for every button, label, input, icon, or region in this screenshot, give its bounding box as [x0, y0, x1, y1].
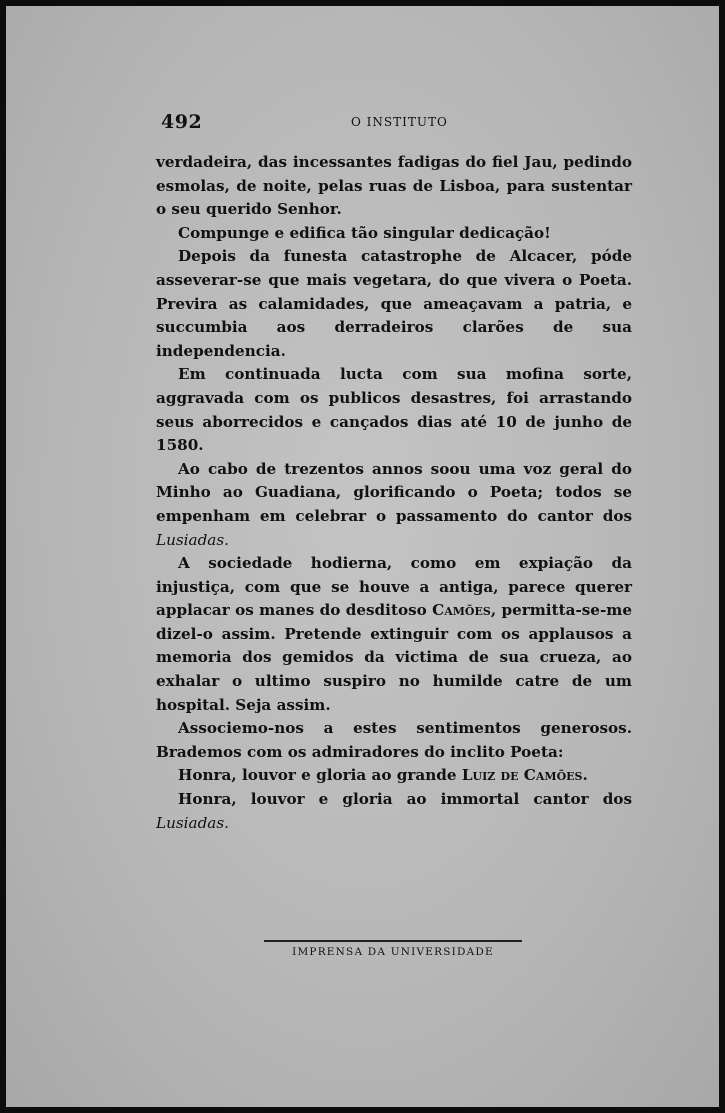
paragraph-1: verdadeira, das incessantes fadigas do fiel Jau, pedindo esmolas, de noite, pelas ruas de Lisboa, para sustentar o seu querido Senhor.: [156, 153, 632, 219]
book-page: [6, 6, 719, 1107]
paragraph-6-text-a: A sociedade hodierna, como em expiação da injustiça, com que se houve a antiga, parece querer applacar os manes do desditoso: [156, 554, 632, 620]
paragraph-8: [156, 764, 632, 788]
paragraph-6: [156, 552, 632, 717]
running-title: O INSTITUTO: [351, 115, 448, 129]
paragraph-2: Compunge e edifica tão singular dedicação!: [178, 223, 551, 242]
luiz-de-camoes-name: Luiz de Camões: [461, 766, 583, 785]
lusiadas-title-2: Lusiadas.: [156, 813, 229, 832]
lusiadas-title: Lusiadas.: [156, 530, 229, 549]
footer-rule: [264, 940, 522, 942]
page-header: [161, 111, 634, 135]
paragraph-5-text: Ao cabo de trezentos annos soou uma voz geral do Minho ao Guadiana, glorificando o Poeta; todos se empenham em celebrar o passamento do cantor dos: [156, 459, 632, 525]
paragraph-9-text: Honra, louvor e gloria ao immortal cantor dos: [178, 790, 632, 809]
paragraph-5: [156, 458, 632, 552]
paragraph-9: [156, 788, 632, 835]
paragraph-8-text-b: .: [582, 766, 588, 785]
paragraph-7: Associemo-nos a estes sentimentos generosos. Brademos com os admiradores do inclito Poeta:: [156, 719, 632, 761]
camoes-name: Camões: [432, 601, 491, 620]
paragraph-4: Em continuada lucta com sua mofina sorte, aggravada com os publicos desastres, foi arrastando seus aborrecidos e cançados dias até 10 de junho de 1580.: [156, 365, 632, 455]
paragraph-3: Depois da funesta catastrophe de Alcacer, póde asseverar-se que mais vegetara, do que vivera o Poeta. Previra as calamidades, que ameaçavam a patria, e succumbia aos derradeiros clarões de sua independencia.: [156, 247, 632, 360]
paragraph-8-text-a: Honra, louvor e gloria ao grande: [178, 766, 462, 785]
page-number: 492: [161, 111, 203, 133]
paragraph-6-text-b: , permitta-se-me dizel-o assim. Pretende extinguir com os applausos a memoria dos gemidos da victima de sua crueza, ao exhalar o ultimo suspiro no humilde catre de um hospital. Seja assim.: [156, 601, 632, 714]
imprint: IMPRENSA DA UNIVERSIDADE: [292, 946, 494, 958]
body-text: [156, 151, 632, 835]
